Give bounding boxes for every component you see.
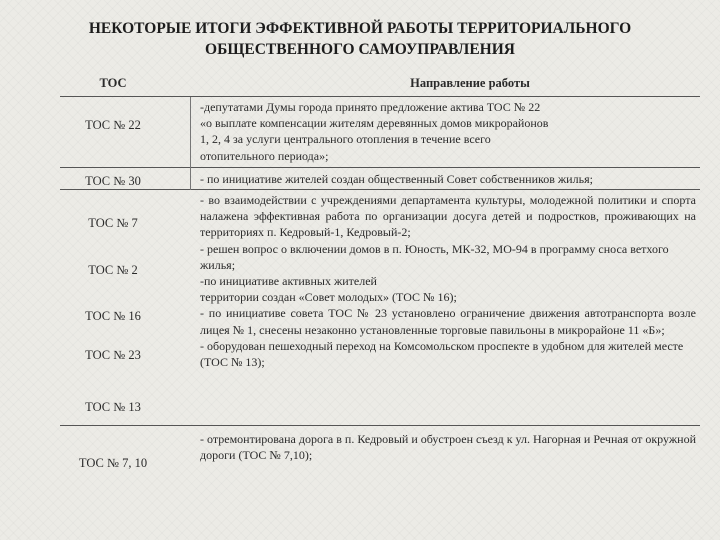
entry-toc-30 [200,171,696,187]
table-divider [60,425,700,426]
table-divider [60,189,700,190]
title-line-2: ОБЩЕСТВЕННОГО САМОУПРАВЛЕНИЯ [205,41,515,58]
entry-paragraph: - по инициативе совета ТОС № 23 установлено ограничение движения автотранспорта возле лицея № 1, снесены незаконно установленные торговые павильоны в микрорайоне 11 «Б»; [200,306,696,337]
entry-line: -депутатами Думы города принято предложение актива ТОС № 22 [200,100,541,114]
entry-paragraph: -по инициативе активных жителей [200,274,377,289]
entry-paragraph: - оборудован пешеходный переход на Комсомольском проспекте в удобном для жителей месте (ТОС № 13); [200,338,684,370]
toc-label-7-10: ТОС № 7, 10 [78,456,148,470]
table-divider [60,96,700,97]
entry-paragraph: - отремонтирована дорога в п. Кедровый и обустроен съезд к ул. Нагорная и Речная от окружной дороги (ТОС № 7,10); [200,432,696,463]
entry-toc-7-10 [200,431,696,463]
entry-block-combined [200,192,696,370]
toc-label-2: ТОС № 2 [88,263,138,277]
toc-label-22: ТОС № 22 [85,118,141,132]
entry-line: отопительного периода»; [200,148,329,163]
entry-paragraph: - решен вопрос о включении домов в п. Юность, МК-32, МО-94 в программу сноса ветхого жилья; [200,241,669,272]
entry-line: - по инициативе жителей создан общественный Совет собственников жилья; [200,172,593,186]
entry-paragraph: территории создан «Совет молодых» (ТОС № 16); [200,290,457,305]
toc-label-16: ТОС № 16 [85,309,141,323]
column-header-direction: Направление работы [410,76,530,90]
toc-label-7: ТОС № 7 [88,216,138,230]
toc-label-23: ТОС № 23 [85,348,141,362]
table-column-divider [190,97,191,190]
entry-line: «о выплате компенсации жителям деревянных домов микрорайонов [200,116,549,131]
entry-line: 1, 2, 4 за услуги центрального отопления в течение всего [200,132,491,147]
page-title [0,18,720,60]
toc-label-30: ТОС № 30 [85,174,141,188]
table-divider [60,167,700,168]
toc-label-13: ТОС № 13 [85,400,141,414]
column-header-toc: ТОС [99,76,127,90]
title-line-1: НЕКОТОРЫЕ ИТОГИ ЭФФЕКТИВНОЙ РАБОТЫ ТЕРРИТОРИАЛЬНОГО [88,20,632,37]
entry-toc-22 [200,99,696,164]
entry-paragraph: - во взаимодействии с учреждениями департамента культуры, молодежной политики и спорта налажена эффективная работа по организации досуга детей и подростков, проживающих на территориях п. Кедровый-1, Кедровый-2; [200,193,696,240]
